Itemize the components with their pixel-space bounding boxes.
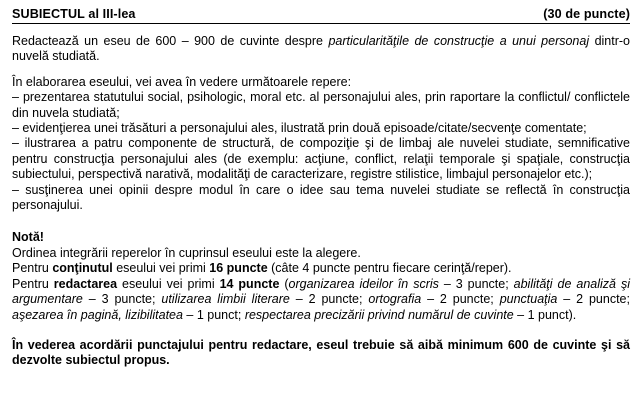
continut-middle: eseului vei primi bbox=[112, 261, 210, 276]
criterion-1-label: organizarea ideilor în scris bbox=[288, 276, 439, 291]
reper-item: – susţinerea unei opinii despre modul în care o idee sau tema nuvelei studiate se reflectă în construcţia personajului. bbox=[12, 182, 630, 213]
intro-italic-phrase: particularităţile de construcţie a unui personaj bbox=[328, 34, 590, 48]
reper-item: – ilustrarea a patru componente de structură, de compoziţie şi de limbaj ale nuvelei studiate, semnificative pentru construcţia personajului ales (de exemplu: acţiune, conflict, relaţii temporale şi spaţiale, construcţia subiectului, perspectivă narativă, modalităţi de caracterizare, registre stilistice, limbajul personajelor etc.); bbox=[12, 136, 630, 182]
criterion-6-label: aşezarea în pagină, lizibilitatea bbox=[12, 307, 183, 322]
continut-bold-term: conţinutul bbox=[52, 261, 113, 276]
criterion-4-value: – 2 puncte; bbox=[421, 292, 500, 307]
final-requirement-note: În vederea acordării punctajului pentru redactare, eseul trebuie să aibă minimum 600 de cuvinte şi să dezvolte subiectul propus. bbox=[12, 337, 630, 368]
redactare-prefix: Pentru bbox=[12, 276, 54, 291]
redactare-open-paren: ( bbox=[279, 276, 289, 291]
continut-suffix: (câte 4 puncte pentru fiecare cerinţă/reper). bbox=[267, 261, 512, 276]
criterion-7-value: – 1 punct). bbox=[513, 307, 577, 322]
redactare-middle: eseului vei primi bbox=[117, 276, 220, 291]
nota-continut-line bbox=[12, 261, 630, 276]
redactare-bold-points: 14 puncte bbox=[219, 276, 280, 291]
criterion-5-label: punctuaţia bbox=[499, 292, 558, 307]
criterion-4-label: ortografia bbox=[368, 292, 422, 307]
nota-redactare-line bbox=[12, 277, 630, 323]
reper-item: – evidenţierea unei trăsături a personajului ales, ilustrată prin două episoade/citate/secvenţe comentate; bbox=[12, 121, 587, 136]
intro-paragraph bbox=[12, 34, 630, 65]
nota-label: Notă! bbox=[12, 230, 44, 245]
criterion-2-value: – 3 puncte; bbox=[82, 292, 162, 307]
intro-text-after: dintr-o nuvelă studiată. bbox=[12, 34, 630, 64]
criterion-5-value: – 2 puncte; bbox=[557, 292, 630, 307]
criterion-7-label: respectarea precizării privind numărul de cuvinte bbox=[244, 307, 514, 322]
criterion-3-value: – 2 puncte; bbox=[289, 292, 369, 307]
intro-text-before: Redactează un eseu de 600 – 900 de cuvinte despre bbox=[12, 34, 329, 48]
continut-bold-points: 16 puncte bbox=[209, 261, 268, 276]
points-badge: (30 de puncte) bbox=[543, 7, 630, 21]
page-title: SUBIECTUL al III-lea bbox=[12, 7, 136, 21]
repere-intro-paragraph: În elaborarea eseului, vei avea în vedere următoarele repere: bbox=[12, 74, 352, 89]
subject-header bbox=[12, 7, 630, 24]
criterion-3-label: utilizarea limbii literare bbox=[161, 292, 290, 307]
criterion-1-value: – 3 puncte; bbox=[438, 276, 514, 291]
redactare-bold-term: redactarea bbox=[53, 276, 118, 291]
nota-order-line: Ordinea integrării reperelor în cuprinsul eseului este la alegere. bbox=[12, 245, 361, 260]
continut-prefix: Pentru bbox=[12, 261, 53, 276]
criterion-6-value: – 1 punct; bbox=[182, 307, 245, 322]
criterion-2-label: abilităţi de analiză şi argumentare bbox=[12, 276, 630, 307]
reper-item: – prezentarea statutului social, psihologic, moral etc. al personajului ales, prin raportare la conflictul/ conflictele din nuvela studiată; bbox=[12, 90, 630, 120]
